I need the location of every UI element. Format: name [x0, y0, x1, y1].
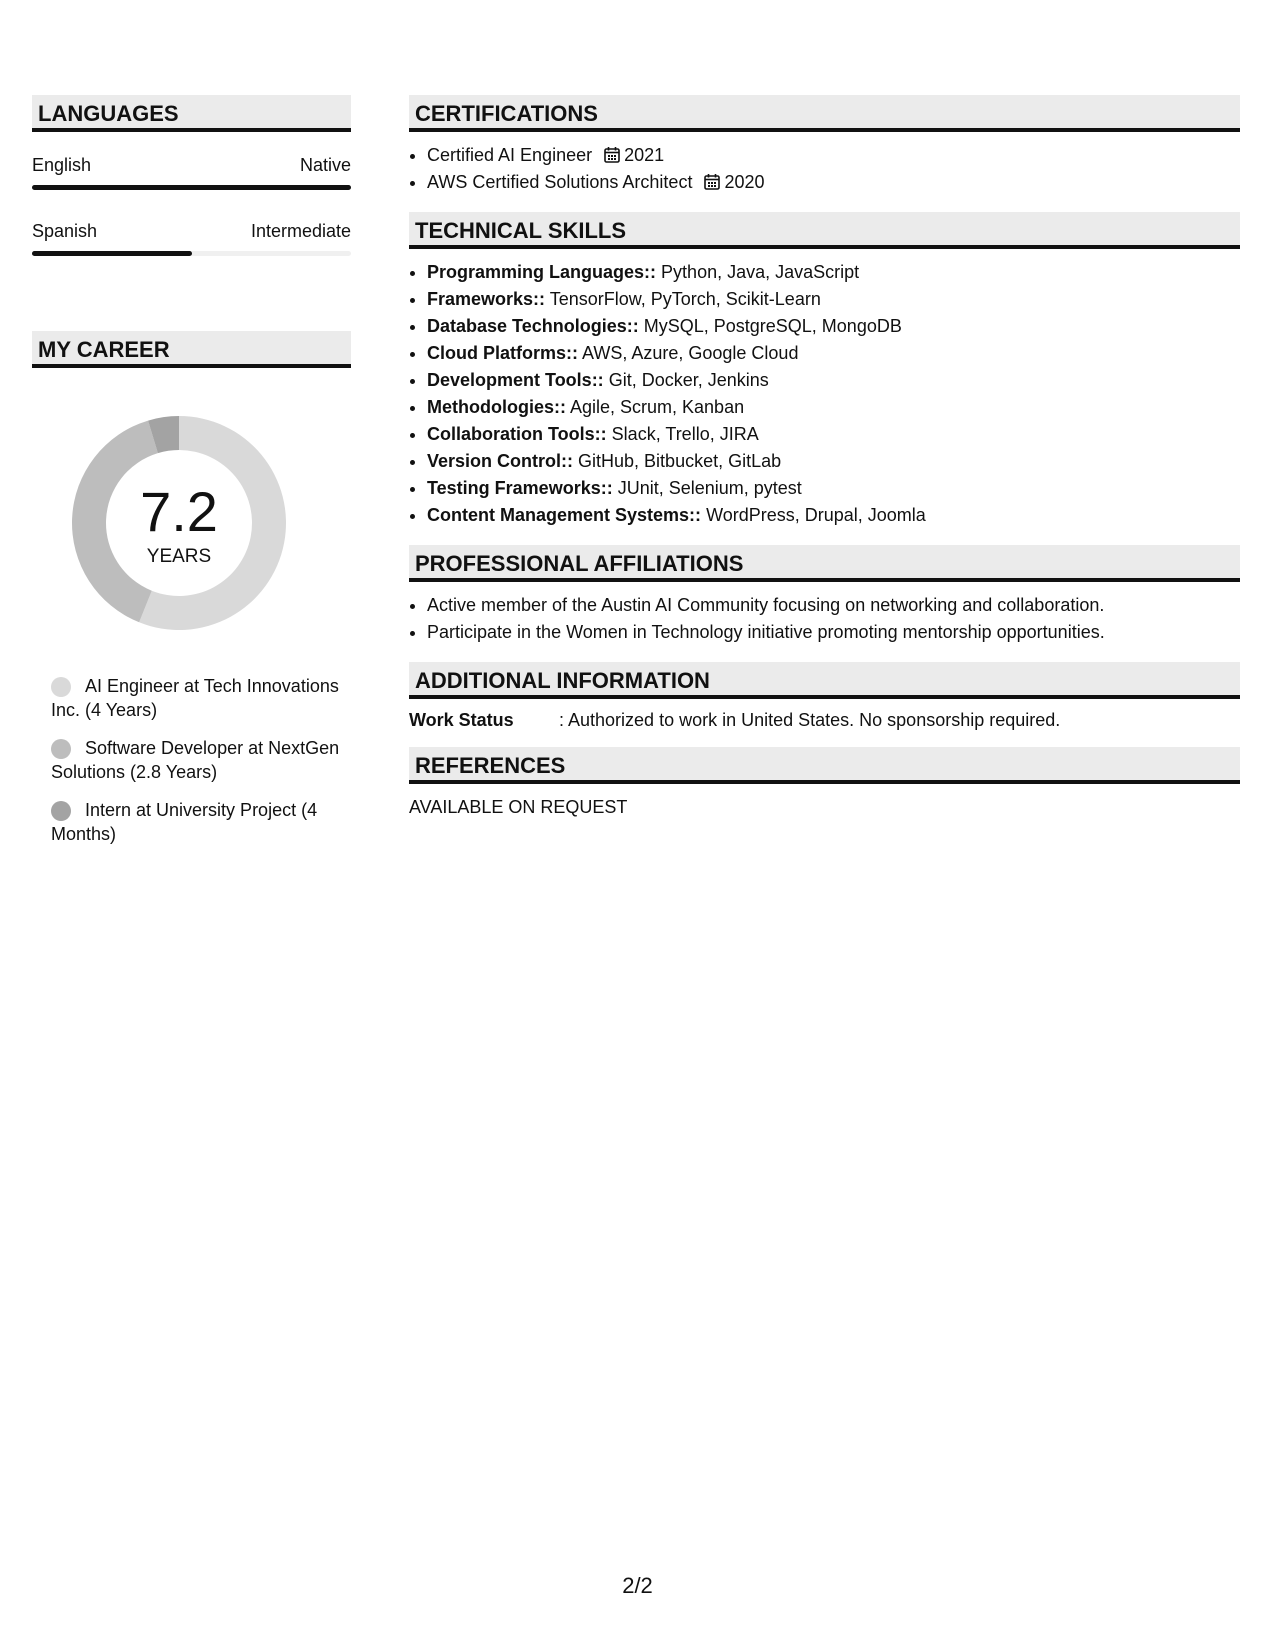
skill-value: MySQL, PostgreSQL, MongoDB	[643, 316, 902, 336]
work-status-row	[409, 709, 1240, 731]
certification-year: 2020	[724, 172, 765, 192]
skill-value: Git, Docker, Jenkins	[608, 370, 769, 390]
skill-label: Database Technologies::	[427, 316, 639, 336]
language-level: Native	[299, 155, 351, 175]
career-heading: MY CAREER	[32, 331, 351, 368]
skill-value: Agile, Scrum, Kanban	[570, 397, 745, 417]
skill-label: Programming Languages::	[427, 262, 657, 282]
language-bar-fill	[32, 185, 351, 190]
additional-info-heading: ADDITIONAL INFORMATION	[409, 662, 1240, 699]
language-name: English	[32, 155, 92, 175]
skill-label: Version Control::	[427, 451, 574, 471]
right-column	[409, 95, 1240, 818]
skill-item	[427, 286, 1240, 313]
skill-label: Frameworks::	[427, 289, 546, 309]
language-bar-fill	[32, 251, 192, 256]
donut-center	[66, 410, 292, 636]
calendar-icon	[604, 146, 620, 163]
skill-item	[427, 313, 1240, 340]
certification-name: AWS Certified Solutions Architect	[427, 172, 693, 192]
left-column	[32, 95, 351, 860]
skill-label: Methodologies::	[427, 397, 566, 417]
legend-dot	[51, 739, 71, 759]
skill-value: Slack, Trello, JIRA	[611, 424, 759, 444]
language-item	[32, 154, 351, 190]
skill-label: Development Tools::	[427, 370, 604, 390]
skill-label: Testing Frameworks::	[427, 478, 613, 498]
technical-skills-heading: TECHNICAL SKILLS	[409, 212, 1240, 249]
certification-item	[427, 142, 1240, 169]
skill-value: GitHub, Bitbucket, GitLab	[578, 451, 782, 471]
references-text: AVAILABLE ON REQUEST	[409, 797, 628, 817]
languages-heading: LANGUAGES	[32, 95, 351, 132]
career-donut-chart	[66, 410, 292, 636]
page-number: 2/2	[622, 1573, 653, 1598]
affiliations-heading: PROFESSIONAL AFFILIATIONS	[409, 545, 1240, 582]
skill-value: WordPress, Drupal, Joomla	[706, 505, 926, 525]
skill-value: TensorFlow, PyTorch, Scikit-Learn	[549, 289, 821, 309]
skill-item	[427, 421, 1240, 448]
skill-item	[427, 367, 1240, 394]
calendar-icon	[704, 173, 720, 190]
career-legend-label: AI Engineer at Tech Innovations Inc. (4 Years)	[51, 676, 339, 720]
skill-value: AWS, Azure, Google Cloud	[582, 343, 799, 363]
skill-item	[427, 394, 1240, 421]
skill-item	[427, 340, 1240, 367]
certifications-heading: CERTIFICATIONS	[409, 95, 1240, 132]
skill-value: JUnit, Selenium, pytest	[617, 478, 802, 498]
work-status-value: : Authorized to work in United States. No sponsorship required.	[559, 710, 1061, 730]
career-legend-item	[51, 798, 351, 846]
affiliation-item: • Participate in the Women in Technology initiative promoting mentorship opportunities.	[427, 619, 1240, 646]
skill-item	[427, 259, 1240, 286]
certifications-list	[409, 142, 1240, 196]
career-legend-label: Software Developer at NextGen Solutions (2.8 Years)	[51, 738, 340, 782]
career-legend-item	[51, 674, 351, 722]
skill-label: Cloud Platforms::	[427, 343, 578, 363]
career-years-unit: YEARS	[146, 546, 212, 567]
skill-label: Collaboration Tools::	[427, 424, 607, 444]
skill-item	[427, 475, 1240, 502]
career-total-years: 7.2	[140, 480, 218, 543]
skill-value: Python, Java, JavaScript	[661, 262, 860, 282]
career-legend-label: Intern at University Project (4 Months)	[51, 800, 318, 844]
legend-dot	[51, 677, 71, 697]
legend-dot	[51, 801, 71, 821]
language-bar	[32, 251, 351, 256]
language-bar	[32, 185, 351, 190]
career-legend-item	[51, 736, 351, 784]
language-item	[32, 220, 351, 256]
certification-item	[427, 169, 1240, 196]
skill-item	[427, 448, 1240, 475]
skill-item	[427, 502, 1240, 529]
career-legend	[32, 674, 351, 846]
work-status-label: Work Status	[409, 710, 514, 730]
language-name: Spanish	[32, 221, 98, 241]
references-heading: REFERENCES	[409, 747, 1240, 784]
certification-name: Certified AI Engineer	[427, 145, 593, 165]
affiliation-item: • Active member of the Austin AI Community focusing on networking and collaboration.	[427, 592, 1240, 619]
skill-label: Content Management Systems::	[427, 505, 702, 525]
certification-year: 2021	[624, 145, 665, 165]
affiliations-list	[409, 592, 1240, 646]
language-level: Intermediate	[250, 221, 351, 241]
technical-skills-list	[409, 259, 1240, 529]
